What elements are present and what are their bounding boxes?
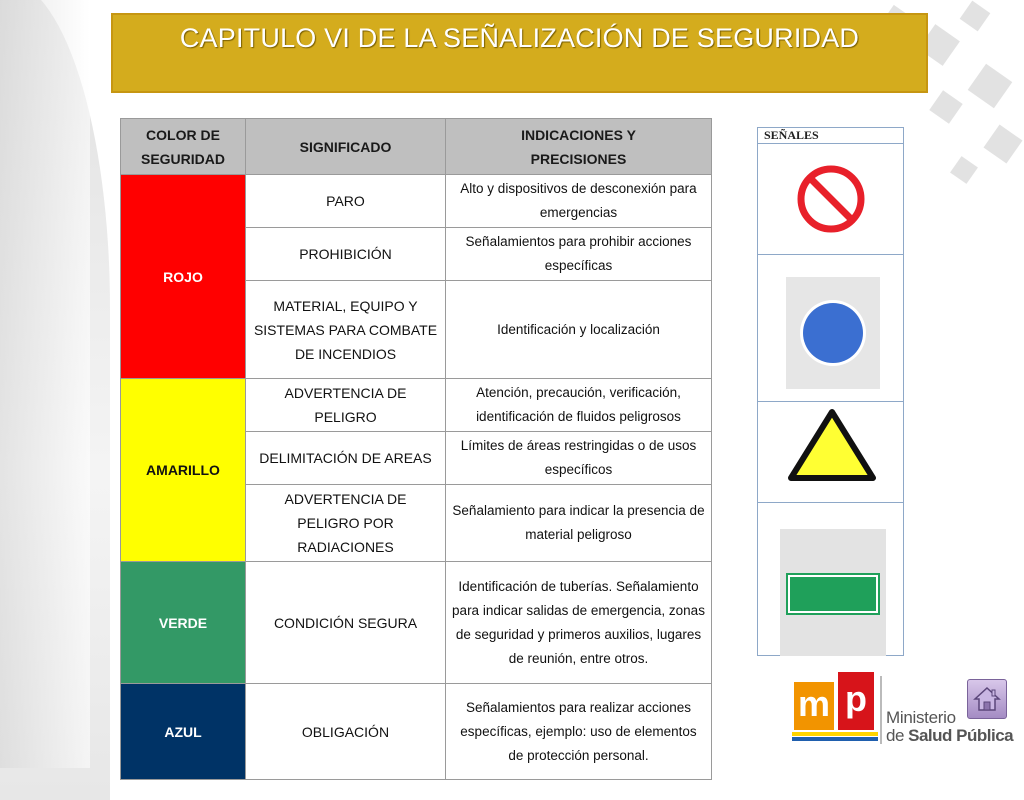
logo-divider (880, 676, 882, 744)
sign-cell-warning (758, 402, 903, 503)
indication-cell: Atención, precaución, verificación, identificación de fluidos peligrosos (446, 379, 712, 432)
logo-text-prefix: de (886, 726, 909, 745)
indication-cell: Señalamiento para indicar la presencia de material peligroso (446, 485, 712, 562)
table-row (121, 562, 712, 684)
obligation-sign-icon (793, 298, 873, 368)
indication-cell: Señalamientos para realizar acciones específicas, ejemplo: uso de elementos de protección personal. (446, 684, 712, 780)
sign-cell-prohibition (758, 144, 903, 255)
color-cell-blue: AZUL (121, 684, 246, 780)
table-header-row (121, 119, 712, 175)
home-button[interactable] (967, 679, 1007, 719)
signs-panel (757, 127, 904, 656)
meaning-cell: PROHIBICIÓN (246, 228, 446, 281)
title-banner (111, 13, 928, 93)
table-row (121, 684, 712, 780)
color-cell-green: VERDE (121, 562, 246, 684)
header-color-line2: SEGURIDAD (140, 150, 225, 167)
prohibition-sign-icon (791, 164, 871, 234)
sign-cell-safe-condition (758, 503, 903, 656)
meaning-cell: PARO (246, 175, 446, 228)
indication-cell: Límites de áreas restringidas o de usos específicos (446, 432, 712, 485)
logo-stripe-blue (792, 737, 878, 741)
meaning-cell: ADVERTENCIA DE PELIGRO POR RADIACIONES (246, 485, 446, 562)
color-cell-red: ROJO (121, 175, 246, 379)
sign-cell-obligation (758, 255, 903, 402)
meaning-cell: OBLIGACIÓN (246, 684, 446, 780)
meaning-cell: CONDICIÓN SEGURA (246, 562, 446, 684)
logo-letter-m: m (794, 682, 834, 730)
color-cell-yellow: AMARILLO (121, 379, 246, 562)
page-title: CAPITULO VI DE LA SEÑALIZACIÓN DE SEGURIDAD (179, 23, 860, 53)
indication-cell: Identificación y localización (446, 281, 712, 379)
meaning-cell: ADVERTENCIA DE PELIGRO (246, 379, 446, 432)
header-color (121, 119, 246, 175)
indication-cell: Señalamientos para prohibir acciones específicas (446, 228, 712, 281)
indication-cell: Identificación de tuberías. Señalamiento para indicar salidas de emergencia, zonas de seguridad y primeros auxilios, lugares de reunión, entre otros. (446, 562, 712, 684)
table-row (121, 175, 712, 228)
home-icon (973, 685, 1001, 713)
header-indications-line1: INDICACIONES Y (521, 126, 636, 143)
background-left-panel (0, 0, 90, 768)
safe-condition-sign-icon (785, 572, 881, 616)
header-meaning: SIGNIFICADO (246, 119, 446, 175)
header-indications (446, 119, 712, 175)
logo-stripe-yellow (792, 732, 878, 736)
logo-mark (792, 668, 880, 744)
table-row (121, 379, 712, 432)
header-color-line1: COLOR DE (146, 126, 220, 143)
indication-cell: Alto y dispositivos de desconexión para emergencias (446, 175, 712, 228)
logo-text-line1: Ministerio (886, 708, 956, 727)
logo-text-line2 (886, 726, 1013, 746)
signs-header: SEÑALES (758, 128, 903, 144)
logo-text-bold: Salud Pública (908, 726, 1014, 745)
meaning-cell: DELIMITACIÓN DE AREAS (246, 432, 446, 485)
header-indications-line2: PRECISIONES (530, 150, 627, 167)
safety-color-table (120, 118, 712, 780)
warning-triangle-icon (787, 408, 877, 484)
meaning-cell: MATERIAL, EQUIPO Y SISTEMAS PARA COMBATE DE INCENDIOS (246, 281, 446, 379)
logo-letter-p: p (838, 672, 874, 730)
